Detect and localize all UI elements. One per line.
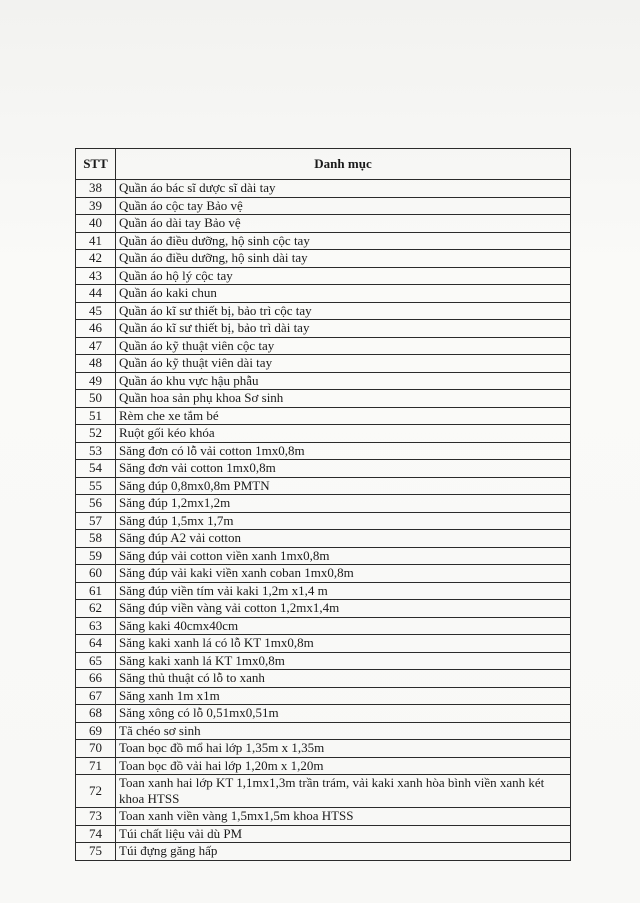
table-row xyxy=(76,687,571,705)
row-stt: 51 xyxy=(76,407,116,425)
row-name: Săng đúp vải cotton viền xanh 1mx0,8m xyxy=(116,547,571,565)
row-stt: 38 xyxy=(76,180,116,198)
row-name: Săng đúp 1,5mx 1,7m xyxy=(116,512,571,530)
table-row xyxy=(76,565,571,583)
row-name: Quần áo điều dưỡng, hộ sinh dài tay xyxy=(116,250,571,268)
row-stt: 57 xyxy=(76,512,116,530)
row-name: Quần áo điều dưỡng, hộ sinh cộc tay xyxy=(116,232,571,250)
row-name: Săng đúp vải kaki viền xanh coban 1mx0,8m xyxy=(116,565,571,583)
row-stt: 66 xyxy=(76,670,116,688)
row-name: Săng đơn vải cotton 1mx0,8m xyxy=(116,460,571,478)
row-stt: 69 xyxy=(76,722,116,740)
row-name: Săng xanh 1m x1m xyxy=(116,687,571,705)
row-name: Túi đựng găng hấp xyxy=(116,843,571,861)
row-name: Săng kaki xanh lá KT 1mx0,8m xyxy=(116,652,571,670)
row-name: Toan bọc đồ vải hai lớp 1,20m x 1,20m xyxy=(116,757,571,775)
table-row xyxy=(76,530,571,548)
row-name: Rèm che xe tắm bé xyxy=(116,407,571,425)
table-row xyxy=(76,215,571,233)
row-stt: 62 xyxy=(76,600,116,618)
table-row xyxy=(76,425,571,443)
row-name: Toan xanh viền vàng 1,5mx1,5m khoa HTSS xyxy=(116,808,571,826)
row-name: Săng đúp 1,2mx1,2m xyxy=(116,495,571,513)
table-row xyxy=(76,825,571,843)
row-stt: 74 xyxy=(76,825,116,843)
table-row xyxy=(76,197,571,215)
table-row xyxy=(76,180,571,198)
row-stt: 47 xyxy=(76,337,116,355)
row-stt: 75 xyxy=(76,843,116,861)
table-row xyxy=(76,547,571,565)
row-stt: 61 xyxy=(76,582,116,600)
table-row xyxy=(76,285,571,303)
table-row xyxy=(76,495,571,513)
row-name: Quần áo kaki chun xyxy=(116,285,571,303)
row-stt: 70 xyxy=(76,740,116,758)
table-row xyxy=(76,267,571,285)
row-stt: 67 xyxy=(76,687,116,705)
row-name: Săng đúp 0,8mx0,8m PMTN xyxy=(116,477,571,495)
row-stt: 43 xyxy=(76,267,116,285)
row-stt: 53 xyxy=(76,442,116,460)
table-row xyxy=(76,600,571,618)
table-row xyxy=(76,740,571,758)
row-stt: 46 xyxy=(76,320,116,338)
row-name: Săng xông có lỗ 0,51mx0,51m xyxy=(116,705,571,723)
table-row xyxy=(76,617,571,635)
row-name: Toan bọc đồ mổ hai lớp 1,35m x 1,35m xyxy=(116,740,571,758)
row-name: Quần áo hộ lý cộc tay xyxy=(116,267,571,285)
table-row xyxy=(76,355,571,373)
row-stt: 55 xyxy=(76,477,116,495)
row-name: Quần áo kỹ thuật viên cộc tay xyxy=(116,337,571,355)
row-stt: 40 xyxy=(76,215,116,233)
row-stt: 49 xyxy=(76,372,116,390)
row-name: Săng đúp A2 vải cotton xyxy=(116,530,571,548)
table-row xyxy=(76,302,571,320)
row-stt: 63 xyxy=(76,617,116,635)
table-row xyxy=(76,232,571,250)
row-name: Túi chất liệu vải dù PM xyxy=(116,825,571,843)
row-stt: 44 xyxy=(76,285,116,303)
table-row xyxy=(76,337,571,355)
row-stt: 52 xyxy=(76,425,116,443)
row-name: Quần áo kĩ sư thiết bị, bảo trì cộc tay xyxy=(116,302,571,320)
row-stt: 39 xyxy=(76,197,116,215)
row-stt: 71 xyxy=(76,757,116,775)
row-name: Quần áo dài tay Bảo vệ xyxy=(116,215,571,233)
table-row xyxy=(76,407,571,425)
table-header-row xyxy=(76,149,571,180)
row-name: Quần áo kỹ thuật viên dài tay xyxy=(116,355,571,373)
category-table xyxy=(75,148,571,861)
row-name: Quần áo bác sĩ dược sĩ dài tay xyxy=(116,180,571,198)
table-body xyxy=(76,180,571,861)
table-row xyxy=(76,442,571,460)
table-row xyxy=(76,722,571,740)
row-name: Săng đơn có lỗ vải cotton 1mx0,8m xyxy=(116,442,571,460)
table-row xyxy=(76,635,571,653)
row-stt: 41 xyxy=(76,232,116,250)
row-name: Ruột gối kéo khóa xyxy=(116,425,571,443)
table-row xyxy=(76,320,571,338)
row-stt: 45 xyxy=(76,302,116,320)
row-stt: 56 xyxy=(76,495,116,513)
row-name: Quần áo khu vực hậu phẫu xyxy=(116,372,571,390)
row-stt: 54 xyxy=(76,460,116,478)
row-stt: 68 xyxy=(76,705,116,723)
table-row xyxy=(76,843,571,861)
row-name: Quần hoa sản phụ khoa Sơ sinh xyxy=(116,390,571,408)
table-row xyxy=(76,652,571,670)
table-row xyxy=(76,582,571,600)
header-stt: STT xyxy=(76,149,116,180)
row-name: Toan xanh hai lớp KT 1,1mx1,3m trần trám, vải kaki xanh hòa bình viền xanh két khoa HTSS xyxy=(116,775,571,808)
header-name: Danh mục xyxy=(116,149,571,180)
table-row xyxy=(76,705,571,723)
row-name: Quần áo kĩ sư thiết bị, bảo trì dài tay xyxy=(116,320,571,338)
row-stt: 73 xyxy=(76,808,116,826)
table-row xyxy=(76,250,571,268)
row-name: Săng đúp viền vàng vải cotton 1,2mx1,4m xyxy=(116,600,571,618)
row-name: Tã chéo sơ sinh xyxy=(116,722,571,740)
table-row xyxy=(76,390,571,408)
row-stt: 64 xyxy=(76,635,116,653)
row-stt: 48 xyxy=(76,355,116,373)
row-stt: 59 xyxy=(76,547,116,565)
row-name: Săng kaki 40cmx40cm xyxy=(116,617,571,635)
row-stt: 65 xyxy=(76,652,116,670)
row-stt: 58 xyxy=(76,530,116,548)
table-row xyxy=(76,460,571,478)
table-row xyxy=(76,808,571,826)
table-row xyxy=(76,477,571,495)
row-stt: 60 xyxy=(76,565,116,583)
row-name: Săng thủ thuật có lỗ to xanh xyxy=(116,670,571,688)
table-row xyxy=(76,512,571,530)
table-row xyxy=(76,670,571,688)
row-stt: 72 xyxy=(76,775,116,808)
row-name: Săng đúp viền tím vải kaki 1,2m x1,4 m xyxy=(116,582,571,600)
table-row xyxy=(76,757,571,775)
row-stt: 42 xyxy=(76,250,116,268)
row-stt: 50 xyxy=(76,390,116,408)
row-name: Quần áo cộc tay Bảo vệ xyxy=(116,197,571,215)
table-row xyxy=(76,372,571,390)
row-name: Săng kaki xanh lá có lỗ KT 1mx0,8m xyxy=(116,635,571,653)
table-row xyxy=(76,775,571,808)
